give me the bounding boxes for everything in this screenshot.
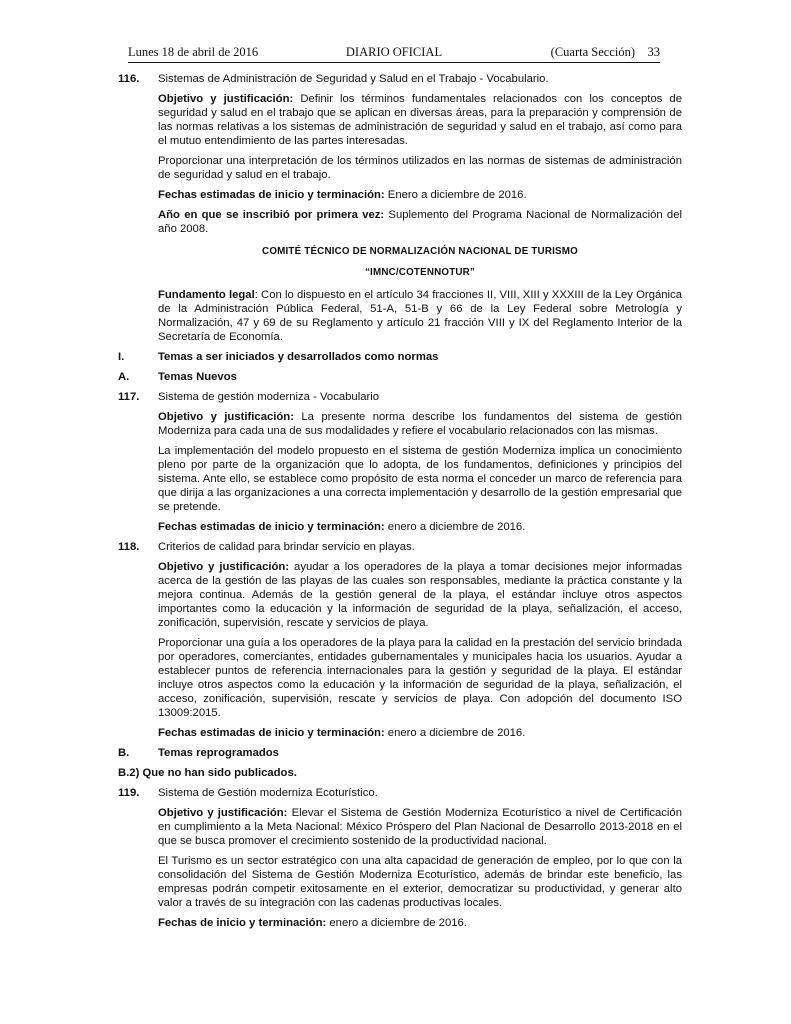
objective-label: Objetivo y justificación: <box>158 411 294 423</box>
committee-acronym: “IMNC/COTENNOTUR” <box>364 267 476 278</box>
header-rule <box>128 62 660 63</box>
section-title: Temas a ser iniciados y desarrollados como normas <box>158 351 439 363</box>
section-A-heading <box>118 370 682 384</box>
document-body <box>118 72 682 930</box>
item-title: Sistemas de Administración de Seguridad y Salud en el Trabajo - Vocabulario. <box>158 73 549 85</box>
dates-label: Fechas estimadas de inicio y terminación: <box>158 521 385 533</box>
dates-paragraph <box>158 726 682 740</box>
section-number: A. <box>118 371 130 383</box>
header-section-page <box>551 44 660 60</box>
item-number: 119. <box>118 787 140 799</box>
section-title: Temas Nuevos <box>158 371 237 383</box>
dates-label: Fechas estimadas de inicio y terminación: <box>158 727 385 739</box>
objective-text: Elevar el Sistema de Gestión Moderniza Ecoturístico a nivel de Certificación en cumplimiento a la Meta Nacional: México Próspero del Plan Nacional de Desarrollo 2013-2018 en el que se busca promover el crecimiento sostenido de la productividad nacional. <box>158 807 682 847</box>
body-paragraph: Proporcionar una guía a los operadores de la playa para la calidad en la prestación del servicio brindada por operadores, comerciantes, entidades gubernamentales y municipales hacia los usuarios. Ayudar a establecer puntos de referencia internacionales para la gestión y seguridad de la playa. El estándar incluye otros aspectos como la educación y la información de seguridad de la playa, señalización, el acceso, zonificación, supervisión, rescate y servicios de playa. Con adopción del documento ISO 13009:2015. <box>158 637 682 719</box>
dates-label: Fechas estimadas de inicio y terminación: <box>158 189 385 201</box>
item-118-heading <box>118 540 682 554</box>
dates-text: Enero a diciembre de 2016. <box>387 189 527 201</box>
item-117-heading <box>118 390 682 404</box>
item-number: 117. <box>118 391 140 403</box>
objective-paragraph <box>158 560 682 630</box>
dates-paragraph <box>158 916 682 930</box>
header-date: Lunes 18 de abril de 2016 <box>128 45 259 59</box>
header-section: (Cuarta Sección) <box>550 45 635 59</box>
item-title: Sistema de gestión moderniza - Vocabulario <box>158 391 380 403</box>
header-page-number: 33 <box>647 45 660 59</box>
body-paragraph: El Turismo es un sector estratégico con una alta capacidad de generación de empleo, por lo que con la consolidación del Sistema de Gestión Moderniza Ecoturístico, además de brindar este beneficio, las empresas podrán competir exitosamente en el exterior, democratizar su productividad, y generar alto valor a través de su integración con las cadenas productivas locales. <box>158 855 682 909</box>
objective-paragraph <box>158 92 682 148</box>
section-B-heading <box>118 746 682 760</box>
section-number: I. <box>118 351 125 363</box>
item-title: Criterios de calidad para brindar servicio en playas. <box>158 541 415 553</box>
dates-text: enero a diciembre de 2016. <box>387 521 526 533</box>
objective-label: Objetivo y justificación: <box>158 561 290 573</box>
committee-name: COMITÉ TÉCNICO DE NORMALIZACIÓN NACIONAL DE TURISMO <box>262 246 578 257</box>
item-number: 116. <box>118 73 140 85</box>
objective-paragraph <box>158 806 682 848</box>
body-paragraph: Proporcionar una interpretación de los términos utilizados en las normas de sistemas de administración de seguridad y salud en el trabajo. <box>158 155 682 181</box>
section-title: Temas reprogramados <box>158 747 279 759</box>
first-year-text: Suplemento del Programa Nacional de Normalización del año 2008. <box>158 209 682 235</box>
item-119-heading <box>118 786 682 800</box>
first-year-label: Año en que se inscribió por primera vez: <box>158 209 385 221</box>
objective-label: Objetivo y justificación: <box>158 93 294 105</box>
first-year-paragraph <box>158 208 682 236</box>
body-paragraph: La implementación del modelo propuesto en el sistema de gestión Moderniza implica un conocimiento pleno por parte de la organización que lo adopta, de los fundamentos, definiciones y principios del sistema. Ante ello, se establece como propósito de esta norma el conceder un marco de referencia para que dirija a las organizaciones a una correcta implementación y desarrollo de la gestión empresarial que se pretende. <box>158 445 682 513</box>
section-number: B. <box>118 747 130 759</box>
objective-text: Definir los términos fundamentales relacionados con los conceptos de seguridad y salud en el trabajo que se aplican en diversas áreas, para la preparación y comprensión de las normas relativas a los sistemas de administración de seguridad y salud en el trabajo, así como para el mutuo entendimiento de las partes interesadas. <box>158 93 682 147</box>
legal-basis-text: : Con lo dispuesto en el artículo 34 fracciones II, VIII, XIII y XXXIII de la Ley Orgánica de la Administración Pública Federal, 51-A, 51-B y 66 de la Ley Federal sobre Metrología y Normalización, 47 y 69 de su Reglamento y artículo 21 fracción VIII y IX del Reglamento Interior de la Secretaría de Economía. <box>158 289 682 343</box>
dates-text: enero a diciembre de 2016. <box>329 917 467 929</box>
objective-paragraph <box>158 410 682 438</box>
dates-paragraph <box>158 520 682 534</box>
item-116-heading <box>118 72 682 86</box>
dates-label: Fechas de inicio y terminación: <box>158 917 327 929</box>
item-number: 118. <box>118 541 140 553</box>
dates-paragraph <box>158 188 682 202</box>
page-header <box>128 44 660 60</box>
legal-basis-label: Fundamento legal <box>158 289 255 301</box>
header-publication: DIARIO OFICIAL <box>345 45 443 59</box>
section-I-heading <box>118 350 682 364</box>
item-title: Sistema de Gestión moderniza Ecoturístico. <box>158 787 378 799</box>
objective-text: ayudar a los operadores de la playa a tomar decisiones mejor informadas acerca de la gestión de las playas de las cuales son responsables, mediante la práctica constante y la mejora continua. Además de la gestión general de la playa, el estándar incluye otros aspectos importantes como la educación y la información de seguridad de la playa, señalización, el acceso, zonificación, supervisión, rescate y servicios de playa. <box>158 561 682 629</box>
legal-basis-paragraph <box>158 288 682 344</box>
dates-text: enero a diciembre de 2016. <box>387 727 526 739</box>
objective-text: La presente norma describe los fundamentos del sistema de gestión Moderniza para cada una de sus modalidades y refiere el vocabulario relacionados con las mismas. <box>158 411 682 437</box>
section-B2-heading: B.2) Que no han sido publicados. <box>118 767 297 779</box>
objective-label: Objetivo y justificación: <box>158 807 288 819</box>
